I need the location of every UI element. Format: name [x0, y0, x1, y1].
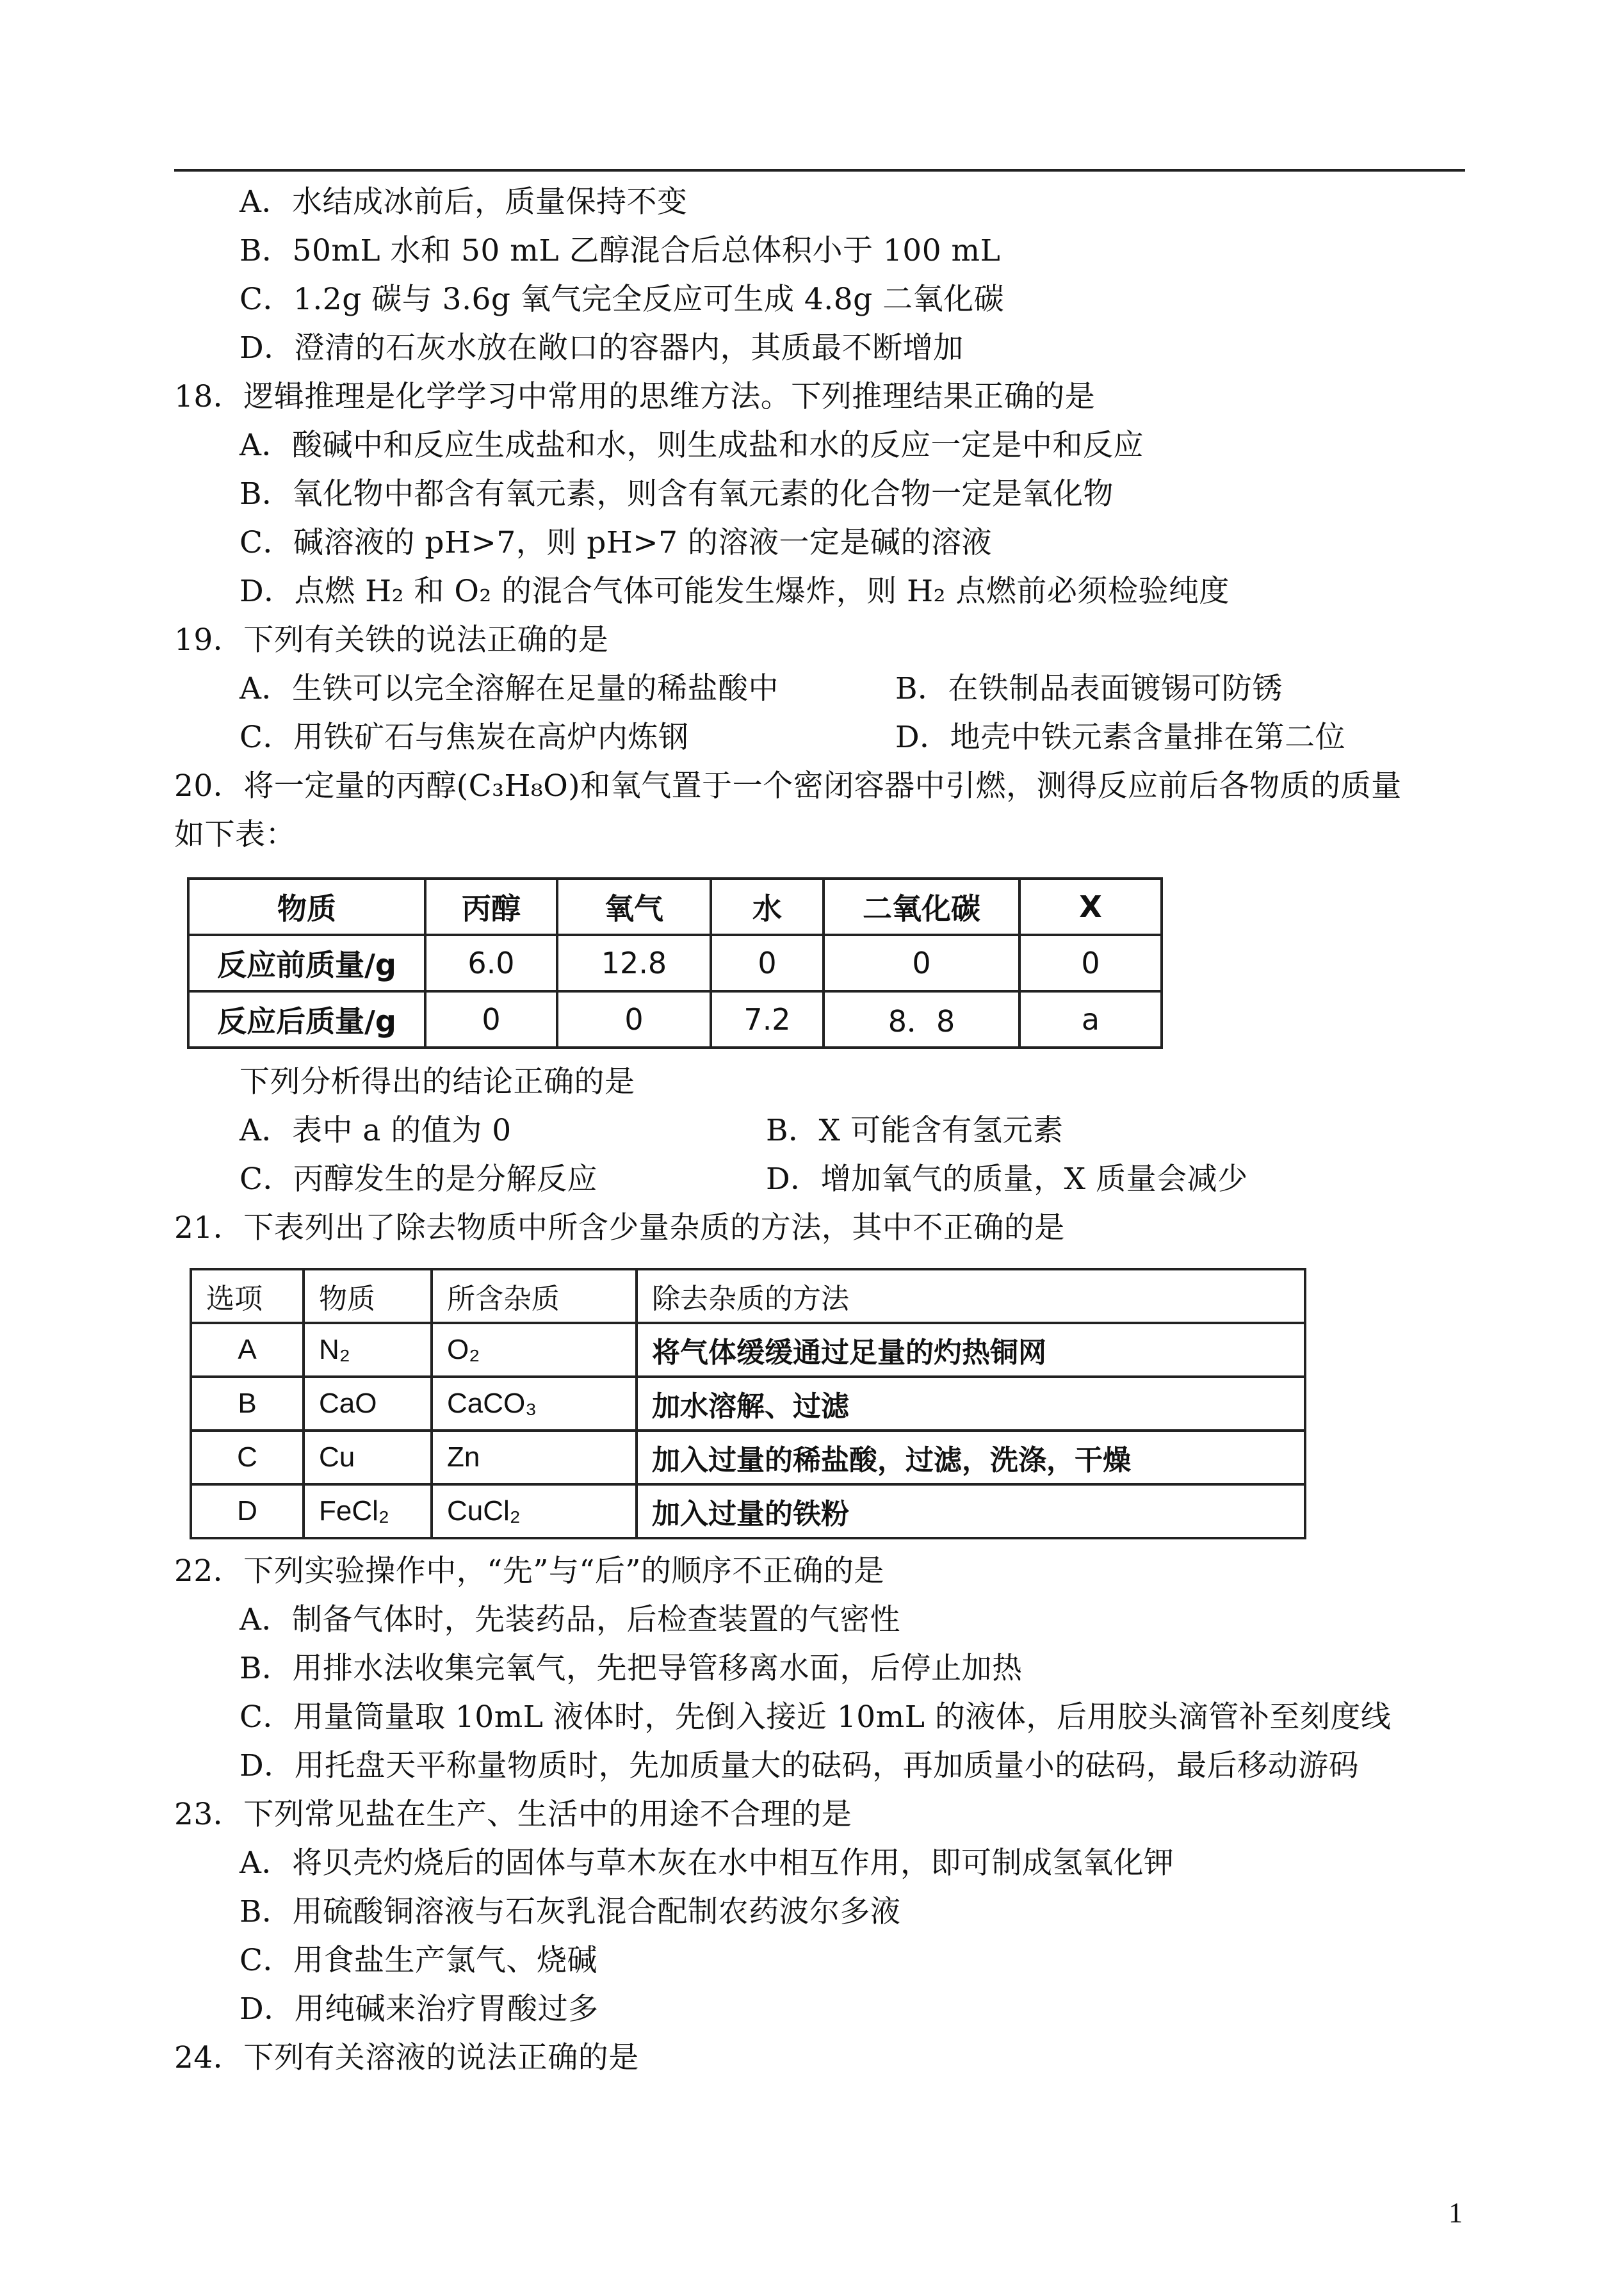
- table-cell: FeCl₂: [304, 1484, 432, 1538]
- table-header-cell: 物质: [304, 1269, 432, 1323]
- table-cell: N₂: [304, 1323, 432, 1377]
- table-cell: 8．8: [824, 991, 1019, 1048]
- q19-option-b: B．在铁制品表面镀锡可防锈: [895, 671, 1283, 706]
- q21-impurity-table: [190, 1268, 1306, 1539]
- table-cell: 加入过量的稀盐酸，过滤，洗涤，干燥: [637, 1431, 1305, 1484]
- q19-option-c: C．用铁矿石与焦炭在高炉内炼钢: [240, 720, 689, 755]
- q18-option-d: D．点燃 H₂ 和 O₂ 的混合气体可能发生爆炸，则 H₂ 点燃前必须检验纯度: [240, 574, 1230, 609]
- table-cell: 0: [711, 935, 824, 991]
- table-cell: C: [191, 1431, 304, 1484]
- table-header-cell: 选项: [191, 1269, 304, 1323]
- q17-option-c: C．1.2g 碳与 3.6g 氧气完全反应可生成 4.8g 二氧化碳: [240, 282, 1005, 317]
- q18-option-a: A．酸碱中和反应生成盐和水，则生成盐和水的反应一定是中和反应: [240, 428, 1144, 463]
- table-header-cell: 物质: [188, 879, 425, 935]
- table-cell: Zn: [432, 1431, 637, 1484]
- q20-prompt: 下列分析得出的结论正确的是: [240, 1064, 635, 1099]
- table-cell: 0: [425, 991, 557, 1048]
- table-cell: D: [191, 1484, 304, 1538]
- q20-stem-line1: 20．将一定量的丙醇(C₃H₈O)和氧气置于一个密闭容器中引燃，测得反应前后各物质的质量: [174, 768, 1402, 804]
- table-cell: 7.2: [711, 991, 824, 1048]
- table-header-cell: 水: [711, 879, 824, 935]
- q22-option-d: D．用托盘天平称量物质时，先加质量大的砝码，再加质量小的砝码，最后移动游码: [240, 1748, 1360, 1783]
- table-cell: CuCl₂: [432, 1484, 637, 1538]
- header-rule: [174, 169, 1465, 172]
- table-cell: B: [191, 1377, 304, 1431]
- table-header-cell: 除去杂质的方法: [637, 1269, 1305, 1323]
- q19-option-a: A．生铁可以完全溶解在足量的稀盐酸中: [240, 671, 779, 706]
- q20-option-b: B．X 可能含有氢元素: [766, 1113, 1064, 1148]
- q23-option-a: A．将贝壳灼烧后的固体与草木灰在水中相互作用，即可制成氢氧化钾: [240, 1845, 1174, 1881]
- q22-option-b: B．用排水法收集完氧气，先把导管移离水面，后停止加热: [240, 1651, 1023, 1686]
- table-header-row: [188, 879, 1162, 935]
- q21-stem: 21．下表列出了除去物质中所含少量杂质的方法，其中不正确的是: [174, 1210, 1065, 1245]
- table-cell: A: [191, 1323, 304, 1377]
- q23-option-c: C．用食盐生产氯气、烧碱: [240, 1943, 597, 1978]
- q17-option-d: D．澄清的石灰水放在敞口的容器内，其质最不断增加: [240, 330, 964, 366]
- table-cell: 6.0: [425, 935, 557, 991]
- q23-option-b: B．用硫酸铜溶液与石灰乳混合配制农药波尔多液: [240, 1894, 901, 1929]
- table-header-row: [191, 1269, 1305, 1323]
- table-header-cell: 二氧化碳: [824, 879, 1019, 935]
- table-header-cell: 氧气: [557, 879, 711, 935]
- q20-option-a: A．表中 a 的值为 0: [240, 1113, 512, 1148]
- table-row: [188, 991, 1162, 1048]
- q17-option-a: A．水结成冰前后，质量保持不变: [240, 184, 688, 220]
- table-cell: 0: [824, 935, 1019, 991]
- table-cell: a: [1019, 991, 1162, 1048]
- q19-option-d: D．地壳中铁元素含量排在第二位: [895, 720, 1346, 755]
- table-header-cell: X: [1019, 879, 1162, 935]
- q20-option-d: D．增加氧气的质量，X 质量会减少: [766, 1162, 1248, 1197]
- table-row: [188, 935, 1162, 991]
- q18-option-c: C．碱溶液的 pH>7，则 pH>7 的溶液一定是碱的溶液: [240, 525, 992, 560]
- q18-stem: 18．逻辑推理是化学学习中常用的思维方法。下列推理结果正确的是: [174, 379, 1096, 414]
- page-number: 1: [1449, 2197, 1463, 2228]
- q19-stem: 19．下列有关铁的说法正确的是: [174, 622, 609, 658]
- table-cell: 反应后质量/g: [188, 991, 425, 1048]
- table-cell: CaO: [304, 1377, 432, 1431]
- q22-option-a: A．制备气体时，先装药品，后检查装置的气密性: [240, 1602, 900, 1637]
- table-row: [191, 1484, 1305, 1538]
- table-header-cell: 所含杂质: [432, 1269, 637, 1323]
- q17-option-b: B．50mL 水和 50 mL 乙醇混合后总体积小于 100 mL: [240, 233, 1001, 268]
- q20-option-c: C．丙醇发生的是分解反应: [240, 1162, 597, 1197]
- table-cell: 0: [557, 991, 711, 1048]
- q22-stem: 22．下列实验操作中，“先”与“后”的顺序不正确的是: [174, 1553, 884, 1589]
- table-cell: O₂: [432, 1323, 637, 1377]
- q20-stem-line2: 如下表：: [174, 817, 296, 852]
- table-cell: 12.8: [557, 935, 711, 991]
- table-header-cell: 丙醇: [425, 879, 557, 935]
- table-cell: CaCO₃: [432, 1377, 637, 1431]
- table-row: [191, 1377, 1305, 1431]
- table-cell: 0: [1019, 935, 1162, 991]
- table-cell: 加水溶解、过滤: [637, 1377, 1305, 1431]
- q24-stem: 24．下列有关溶液的说法正确的是: [174, 2040, 639, 2075]
- q20-mass-table: [187, 877, 1163, 1049]
- table-row: [191, 1323, 1305, 1377]
- table-cell: 将气体缓缓通过足量的灼热铜网: [637, 1323, 1305, 1377]
- table-cell: Cu: [304, 1431, 432, 1484]
- table-cell: 加入过量的铁粉: [637, 1484, 1305, 1538]
- q23-stem: 23．下列常见盐在生产、生活中的用途不合理的是: [174, 1797, 852, 1832]
- q23-option-d: D．用纯碱来治疗胃酸过多: [240, 1991, 599, 2027]
- table-cell: 反应前质量/g: [188, 935, 425, 991]
- q22-option-c: C．用量筒量取 10mL 液体时，先倒入接近 10mL 的液体，后用胶头滴管补至刻度线: [240, 1699, 1392, 1735]
- table-row: [191, 1431, 1305, 1484]
- q18-option-b: B．氧化物中都含有氧元素，则含有氧元素的化合物一定是氧化物: [240, 476, 1114, 512]
